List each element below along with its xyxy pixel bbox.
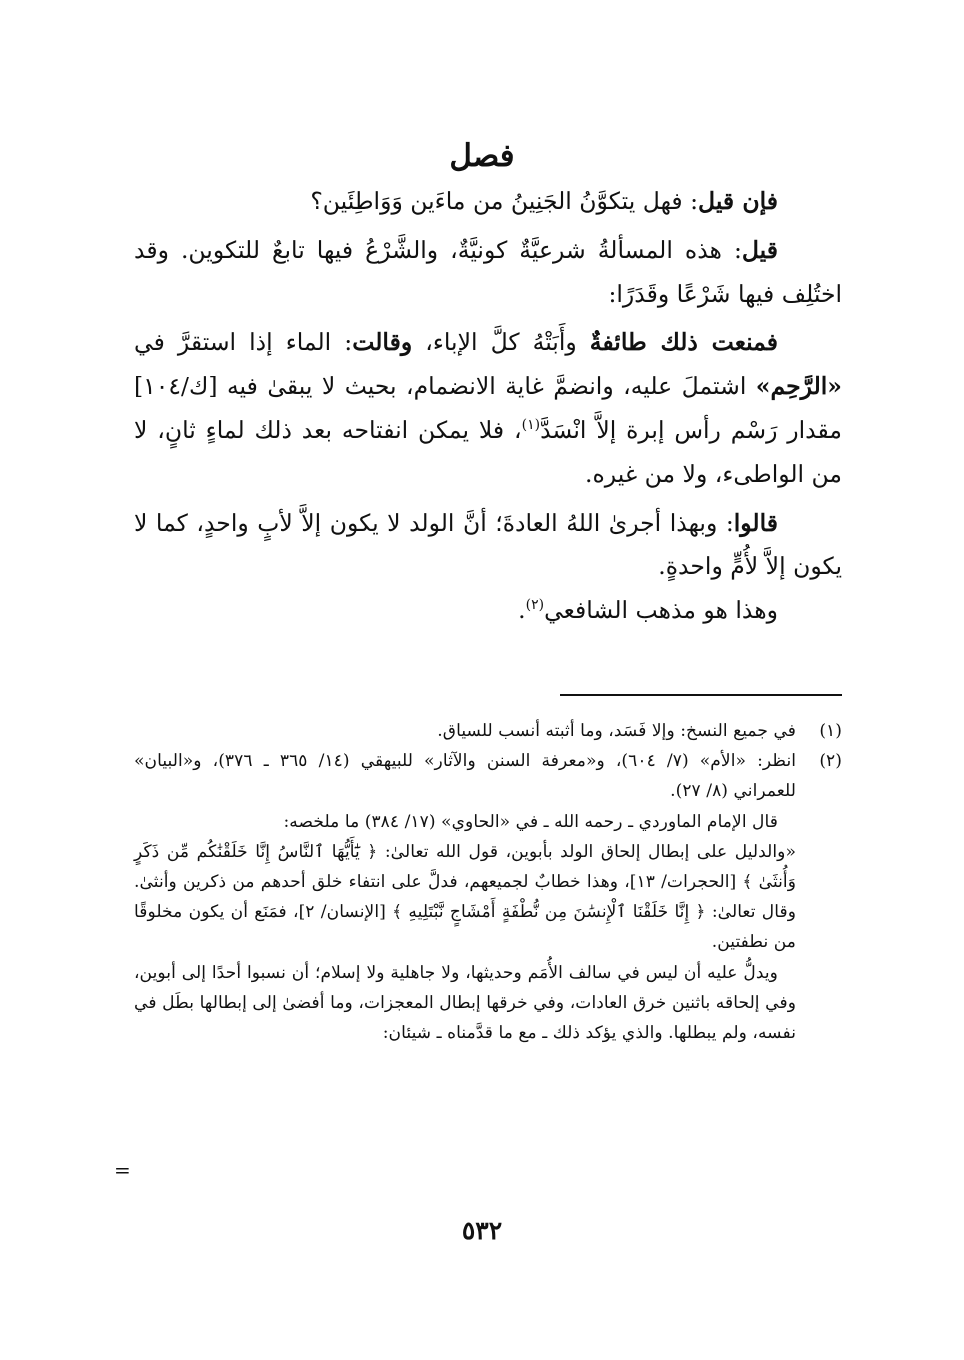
footnote-1-number: (١)	[819, 721, 842, 741]
keyword-she-said: وقالت	[352, 328, 413, 357]
keyword-they-said: قالوا	[733, 508, 778, 537]
paragraph-1	[134, 180, 842, 224]
footnote-ref-2[interactable]: (٢)	[525, 597, 545, 614]
main-text	[134, 180, 842, 633]
paragraph-3	[134, 321, 842, 496]
footnote-2-text: انظر: «الأم» (٧/ ٦٠٤)، و«معرفة السنن والآثار» للبيهقي (١٤/ ٣٦٥ ـ ٣٧٦)، و«البيان» للعمراني (٨/ ٢٧).	[134, 751, 796, 802]
paragraph-2	[134, 229, 842, 317]
footnote-separator	[560, 694, 842, 696]
paragraph-1-text: : فهل يتكوَّنُ الجَنِينُ من ماءَين وَوَاطِئَين؟	[310, 187, 699, 215]
paragraph-3-text-a: وأَبَتْهُ كلَّ الإباء،	[412, 328, 590, 357]
paragraph-2-text: : هذه المسألةُ شرعيَّةٌ كونيَّةٌ، والشَّرْعُ فيها تابعٌ للتكوين. وقد اختُلِف فيها شَرْعًا وقَدَرًا:	[134, 235, 842, 308]
paragraph-5-end: .	[518, 596, 526, 625]
footnote-2	[134, 746, 842, 806]
footnote-1-text: في جميع النسخ: وإلا فَسَد، وما أثبته أنسب للسياق.	[437, 721, 796, 741]
keyword-if-said: فإن قيل	[698, 187, 778, 215]
keyword-said: قيل	[741, 235, 778, 264]
section-title: فصل	[449, 138, 515, 174]
paragraph-5	[134, 589, 842, 633]
footnote-2-number: (٢)	[819, 751, 842, 772]
paragraph-3-text-b: : الماء إذا استقرَّ في	[134, 328, 353, 357]
keyword-womb: «الرَّحِم»	[755, 372, 842, 401]
footnotes	[134, 716, 842, 1048]
page-number: ٥٣٢	[461, 1216, 503, 1245]
footnote-2-paragraph-4: ويدلُّ عليه أن ليس في سالف الأُمَم وحديثها، ولا جاهلية ولا إسلام؛ أن نسبوا أحدًا إلى أبوين، وفي إلحاقه باثنين خرق العادات، وفي خرقها إبطال المعجزات، وما أفضىٰ إلى إبطالها بطَل في نفسه، ولم يبطلها. والذي يؤكد ذلك ـ مع ما قدَّمناه ـ شيئان:	[134, 962, 796, 1044]
paragraph-3-text-c: اشتملَ عليه، وانضمَّ غاية الانضمام، بحيث لا يبقىٰ فيه [ك/١٠٤] مقدار رَسْم رأس إبرة إلاَّ انْسَدَّ	[134, 372, 842, 444]
paragraph-4-text: : وبهذا أجرىٰ اللهُ العادةَ؛ أنَّ الولد لا يكون إلاَّ لأبٍ واحدٍ، كما لا يكون إلاَّ لأُمٍّ واحدةٍ.	[134, 508, 842, 581]
footnote-2-paragraph-2: قال الإمام الماوردي ـ رحمه الله ـ في «الحاوي» (١٧/ ٣٨٤) ما ملخصه:	[283, 811, 778, 832]
footnote-1	[134, 716, 842, 746]
continuation-mark: =	[114, 1158, 131, 1182]
footnote-ref-1[interactable]: (١)	[521, 417, 541, 434]
keyword-prevented: فمنعت ذلك طائفةٌ	[589, 328, 778, 357]
paragraph-3-text-d: ، فلا يمكن انفتاحه بعد ذلك لماءٍ ثانٍ، لا من الواطىء، ولا من غيره.	[134, 415, 842, 488]
footnote-2-paragraph-3: «والدليل على إبطال إلحاق الولد بأبوين، قول الله تعالىٰ: ﴿ يَٰٓأَيُّهَا ٱلنَّاسُ إِنَّا خَلَقْنَٰكُم مِّن ذَكَرٍ وَأُنثَىٰ ﴾ [الحجرات/ ١٣]، وهذا خطابٌ لجميعهم، فدلَّ على انتفاء خلق أحدهم من ذكرين وأنثىٰ. وقال تعالىٰ: ﴿ إِنَّا خَلَقْنَا ٱلْإِنسَٰنَ مِن نُّطْفَةٍ أَمْشَاجٍ نَّبْتَلِيهِ ﴾ [الإنسان/ ٢]، فمَنَع أن يكون مخلوقًا من نطفتين.	[134, 841, 797, 953]
paragraph-4	[134, 502, 842, 590]
paragraph-5-text: وهذا هو مذهب الشافعي	[544, 596, 778, 625]
